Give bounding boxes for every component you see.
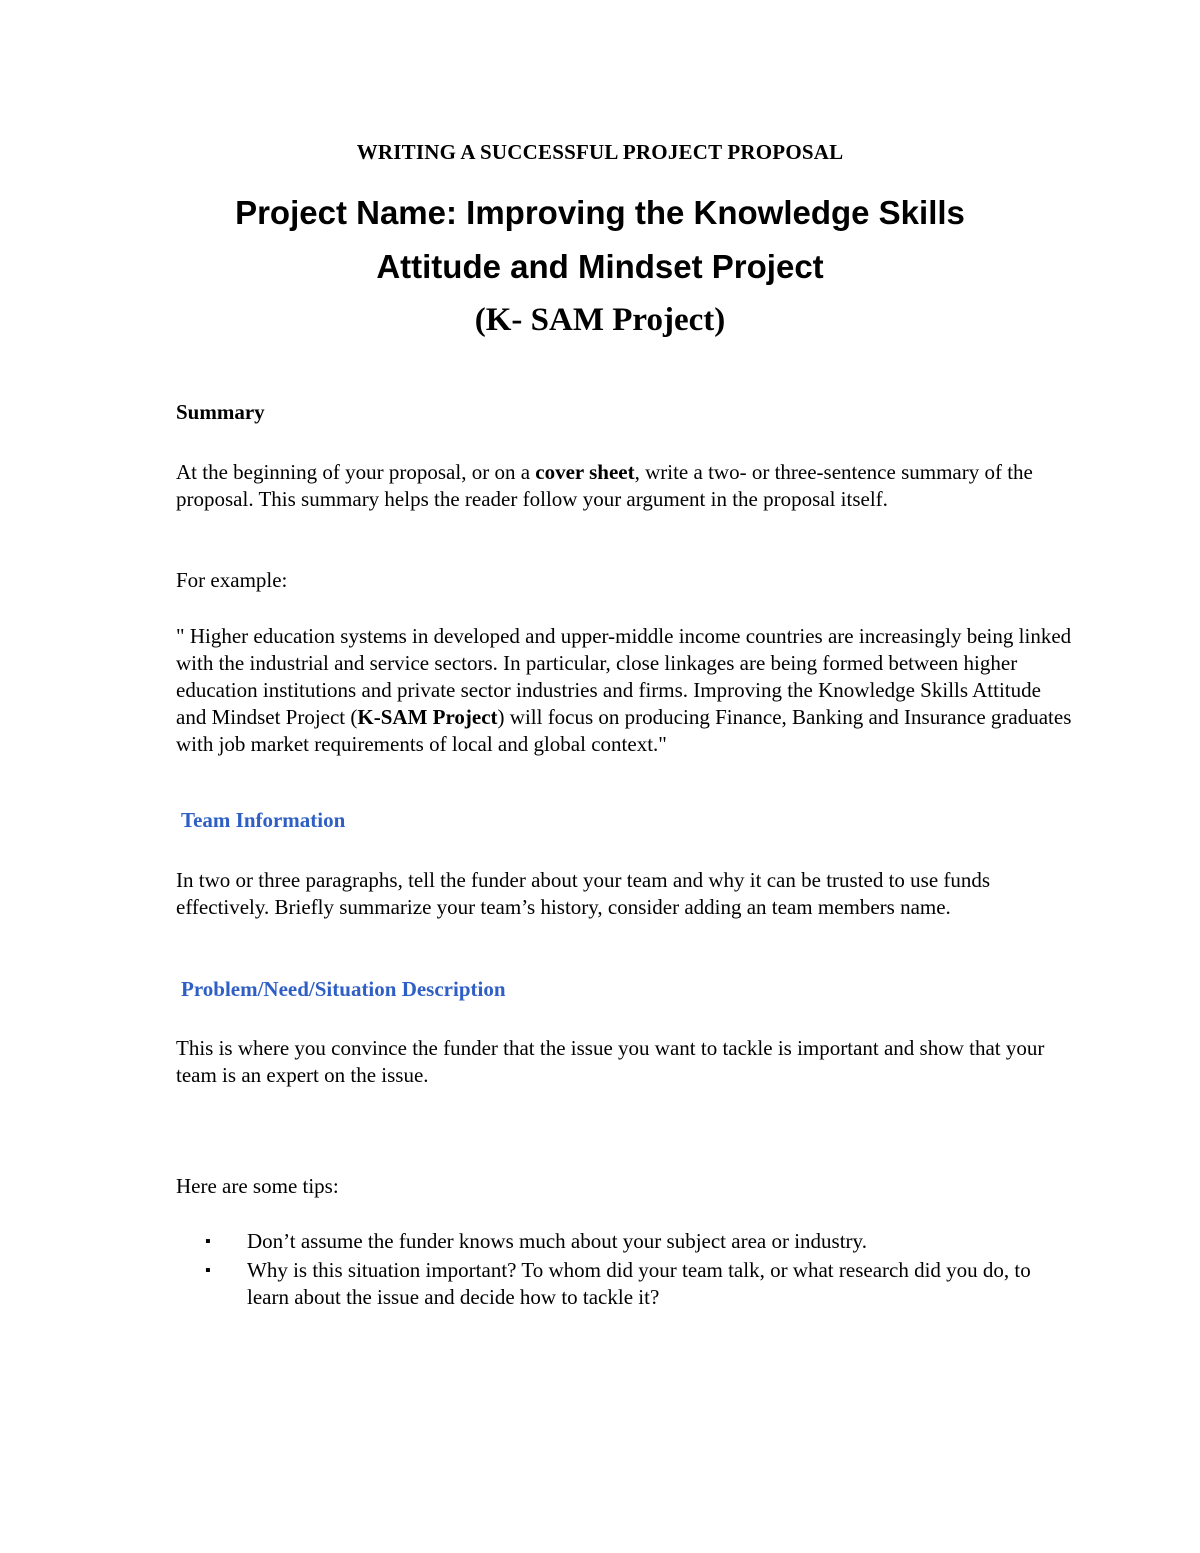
summary-heading: Summary	[176, 400, 265, 424]
cover-sheet-emphasis: cover sheet	[535, 460, 635, 484]
problem-description-heading: Problem/Need/Situation Description	[181, 977, 506, 1001]
team-information-paragraph: In two or three paragraphs, tell the funder about your team and why it can be trusted to use funds effectively. Briefly summarize your team’s history, consider adding an team members name.	[176, 868, 991, 919]
project-title-line-1: Project Name: Improving the Knowledge Skills	[235, 194, 965, 231]
project-title-line-2: Attitude and Mindset Project	[376, 248, 824, 285]
document-heading: WRITING A SUCCESSFUL PROJECT PROPOSAL	[356, 140, 844, 164]
example-label: For example:	[176, 568, 288, 592]
bullet-icon: ▪	[205, 1233, 211, 1250]
list-item: ▪ Why is this situation important? To whom did your team talk, or what research did you do, to learn about the issue and decide how to tackle it?	[205, 1258, 1031, 1309]
tips-list	[205, 1228, 1065, 1313]
summary-paragraph: At the beginning of your proposal, or on a cover sheet, write a two- or three-sentence summary of the proposal. This summary helps the reader follow your argument in the proposal itself.	[176, 460, 1033, 511]
problem-description-paragraph: This is where you convince the funder that the issue you want to tackle is important and show that your team is an expert on the issue.	[176, 1036, 1045, 1087]
ksam-emphasis: K-SAM Project	[357, 705, 498, 729]
bullet-icon: ▪	[205, 1262, 211, 1279]
team-information-heading: Team Information	[181, 808, 346, 832]
project-title-acronym: (K- SAM Project)	[474, 302, 726, 338]
tips-label: Here are some tips:	[176, 1174, 339, 1198]
example-quote-paragraph: " Higher education systems in developed and upper-middle income countries are increasingly being linked with the industrial and service sectors. In particular, close linkages are being formed between higher education institutions and private sector industries and firms. Improving the Knowledge Skills Attitude and Mindset Project (K-SAM Project) will focus on producing Finance, Banking and Insurance graduates with job market requirements of local and global context."	[176, 624, 1072, 756]
list-item: ▪ Don’t assume the funder knows much about your subject area or industry.	[205, 1229, 867, 1253]
